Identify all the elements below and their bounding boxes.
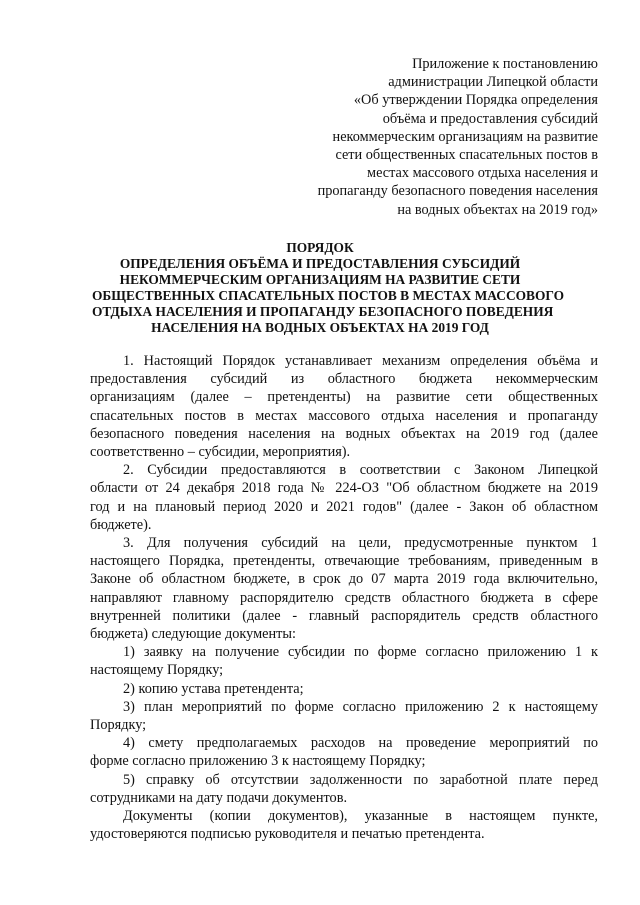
appendix-note [292, 55, 598, 219]
text-line: 3. Для получения субсидий на цели, предусмотренные пунктом 1 [123, 535, 598, 552]
text-line: безопасного поведения населения на водных объектах на 2019 год (далее [90, 425, 598, 442]
title-line: ОБЩЕСТВЕННЫХ СПАСАТЕЛЬНЫХ ПОСТОВ В МЕСТАХ МАССОВОГО [92, 288, 564, 303]
appendix-line: Приложение к постановлению [412, 56, 598, 72]
appendix-line: «Об утверждении Порядка определения [353, 92, 598, 109]
text-line: 5) справку об отсутствии задолженности по заработной плате перед [123, 771, 598, 788]
title-line: ПОРЯДОК [286, 240, 354, 255]
document-title [92, 240, 564, 336]
text-line: предоставления субсидий из областного бюджета некоммерческим [90, 371, 598, 388]
text-line: удостоверяются подписью руководителя и печатью претендента. [90, 826, 485, 843]
text-line: соответственно – субсидии, мероприятия). [90, 444, 351, 461]
text-line: 4) смету предполагаемых расходов на проведение мероприятий по [123, 735, 598, 752]
paragraph-3 [90, 534, 598, 643]
document-body [90, 352, 598, 843]
appendix-line: некоммерческим организациям на развитие [332, 128, 598, 145]
paragraph-1 [90, 352, 598, 461]
text-line: Документы (копии документов), указанные в настоящем пункте, [123, 808, 598, 825]
text-line: направляют главному распорядителю средств областного бюджета в сфере [90, 589, 598, 606]
text-line: области от 24 декабря 2018 года № 224-ОЗ "Об областном бюджете на 2019 [90, 480, 598, 497]
appendix-line: пропаганду безопасного поведения населения [317, 183, 598, 200]
paragraph-documents-certification [90, 807, 598, 843]
text-line: настоящему Порядку; [90, 662, 224, 679]
title-line: НЕКОММЕРЧЕСКИМ ОРГАНИЗАЦИЯМ НА РАЗВИТИЕ СЕТИ [119, 272, 521, 287]
text-line: организациям (далее – претенденты) на развитие сети общественных [90, 389, 598, 406]
text-line: сотрудниками на дату подачи документов. [90, 789, 348, 806]
text-line: форме согласно приложению 3 к настоящему Порядку; [90, 753, 426, 770]
list-item-1 [90, 643, 598, 679]
list-item-2 [90, 680, 598, 698]
text-line: Законе об областном бюджете, в срок до 07 марта 2019 года включительно, [90, 571, 598, 588]
title-line: НАСЕЛЕНИЯ НА ВОДНЫХ ОБЪЕКТАХ НА 2019 ГОД [151, 320, 489, 335]
text-line: настоящего Порядка, претенденты, отвечающие требованиям, приведенным в [90, 553, 598, 570]
text-line: спасательных постов в местах массового отдыха населения и пропаганду [90, 407, 598, 424]
appendix-line: сети общественных спасательных постов в [335, 147, 598, 164]
text-line: 2. Субсидии предоставляются в соответствии с Законом Липецкой [123, 462, 598, 479]
title-line: ОТДЫХА НАСЕЛЕНИЯ И ПРОПАГАНДУ БЕЗОПАСНОГО ПОВЕДЕНИЯ [92, 304, 554, 319]
list-item-4 [90, 734, 598, 770]
appendix-line: объёма и предоставления субсидий [382, 110, 598, 127]
appendix-line: администрации Липецкой области [388, 74, 598, 91]
paragraph-2 [90, 461, 598, 534]
text-line: 1. Настоящий Порядок устанавливает механизм определения объёма и [123, 353, 598, 369]
text-line: 2) копию устава претендента; [123, 680, 304, 697]
appendix-line: местах массового отдыха населения и [367, 165, 598, 182]
text-line: бюджета) следующие документы: [90, 626, 296, 643]
text-line: бюджете). [90, 516, 152, 533]
text-line: 1) заявку на получение субсидии по форме согласно приложению 1 к [123, 644, 598, 661]
title-line: ОПРЕДЕЛЕНИЯ ОБЪЁМА И ПРЕДОСТАВЛЕНИЯ СУБСИДИЙ [119, 256, 521, 271]
text-line: 3) план мероприятий по форме согласно приложению 2 к настоящему [123, 698, 598, 715]
text-line: Порядку; [90, 717, 147, 734]
list-item-5 [90, 771, 598, 807]
text-line: внутренней политики (далее - главный распорядитель средств областного [90, 607, 598, 624]
list-item-3 [90, 698, 598, 734]
text-line: год и на плановый период 2020 и 2021 годов" (далее - Закон об областном [90, 498, 598, 515]
appendix-line: на водных объектах на 2019 год» [397, 201, 598, 218]
